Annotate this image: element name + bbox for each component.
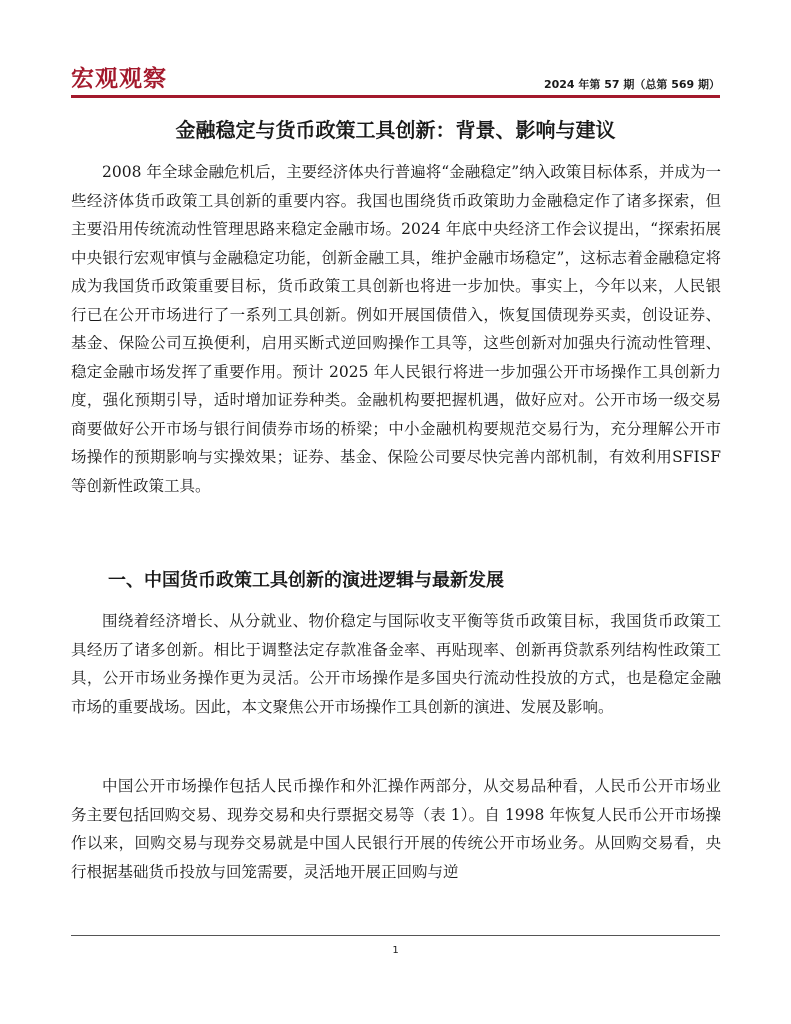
section-paragraph: 中国公开市场操作包括人民币操作和外汇操作两部分，从交易品种看，人民币公开市场业务主要包括回购交易、现券交易和央行票据交易等（表 1）。自 1998 年恢复人民币公开市场操作以来，回购交易与现券交易就是中国人民银行开展的传统公开市场业务。从回购交易看，央行根据基础货币投放与回笼需要，灵活地开展正回购与逆 bbox=[71, 777, 721, 881]
header-brand: 宏观观察 bbox=[71, 66, 167, 92]
footer-divider bbox=[71, 935, 720, 936]
document-title: 金融稳定与货币政策工具创新：背景、影响与建议 bbox=[175, 118, 616, 142]
intro-paragraph: 2008 年全球金融危机后，主要经济体央行普遍将“金融稳定”纳入政策目标体系，并成为一些经济体货币政策工具创新的重要内容。我国也围绕货币政策助力金融稳定作了诸多探索，但主要沿用传统流动性管理思路来稳定金融市场。2024 年底中央经济工作会议提出，“探索拓展中央银行宏观审慎与金融稳定功能，创新金融工具，维护金融市场稳定”，这标志着金融稳定将成为我国货币政策重要目标，货币政策工具创新也将进一步加快。事实上，今年以来，人民银行已在公开市场进行了一系列工具创新。例如开展国债借入，恢复国债现券买卖，创设证券、基金、保险公司互换便利，启用买断式逆回购操作工具等，这些创新对加强央行流动性管理、稳定金融市场发挥了重要作用。预计 2025 年人民银行将进一步加强公开市场操作工具创新力度，强化预期引导，适时增加证券种类。金融机构要把握机遇，做好应对。公开市场一级交易商要做好公开市场与银行间债券市场的桥梁；中小金融机构要规范交易行为，充分理解公开市场操作的预期影响与实操效果；证券、基金、保险公司要尽快完善内部机制，有效利用SFISF等创新性政策工具。 bbox=[71, 163, 721, 495]
header-divider bbox=[71, 95, 720, 98]
issue-number: 2024 年第 57 期（总第 569 期） bbox=[543, 78, 720, 91]
section-paragraph: 围绕着经济增长、从分就业、物价稳定与国际收支平衡等货币政策目标，我国货币政策工具经历了诸多创新。相比于调整法定存款准备金率、再贴现率、创新再贷款系列结构性政策工具，公开市场业务操作更为灵活。公开市场操作是多国央行流动性投放的方式，也是稳定金融市场的重要战场。因此，本文聚焦公开市场操作工具创新的演进、发展及影响。 bbox=[71, 612, 721, 716]
page-number: 1 bbox=[392, 945, 399, 956]
section-heading: 一、中国货币政策工具创新的演进逻辑与最新发展 bbox=[108, 570, 504, 591]
